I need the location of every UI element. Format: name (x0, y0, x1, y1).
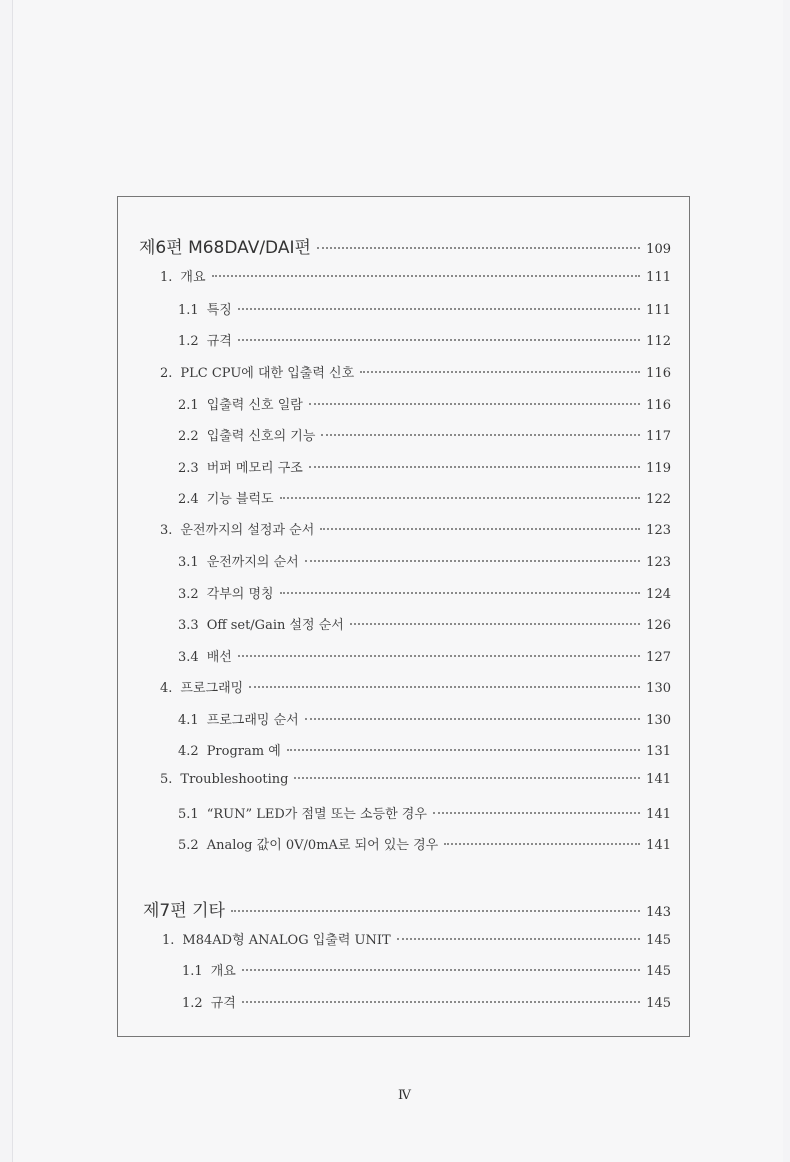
dot-leader (305, 718, 640, 720)
toc-page-number: 116 (646, 366, 671, 381)
dot-leader (280, 497, 641, 499)
toc-section-entry[interactable] (160, 266, 671, 285)
dot-leader (321, 434, 640, 436)
toc-entry-label: 제6편 M68DAV/DAI편 (139, 238, 311, 258)
toc-page-number: 119 (646, 461, 671, 476)
toc-part-entry[interactable] (139, 233, 671, 258)
toc-page-number: 141 (646, 838, 671, 853)
toc-page-number: 141 (646, 807, 671, 822)
toc-subsection-entry[interactable] (178, 583, 671, 602)
dot-leader (317, 247, 640, 249)
toc-page-number: 145 (646, 964, 671, 979)
dot-leader (309, 466, 640, 468)
toc-page-number: 127 (646, 650, 671, 665)
toc-page-number: 130 (646, 713, 671, 728)
toc-page-number: 145 (646, 996, 671, 1011)
toc-entry-label: 규격 (206, 334, 232, 349)
dot-leader (249, 686, 640, 688)
toc-entry-number: 1.2 (182, 996, 203, 1011)
toc-entry-label: 배선 (206, 650, 232, 665)
toc-page-number: 116 (646, 398, 671, 413)
toc-page-number: 109 (646, 242, 671, 257)
toc-entry-label: 운전까지의 설정과 순서 (180, 523, 315, 538)
toc-entry-label: 운전까지의 순서 (206, 555, 299, 570)
toc-section-entry[interactable] (160, 772, 671, 787)
toc-section-entry[interactable] (162, 929, 671, 948)
dot-leader (212, 275, 641, 277)
toc-page-number: 124 (646, 587, 671, 602)
toc-entry-label: 기능 블럭도 (206, 492, 274, 507)
dot-leader (320, 528, 640, 530)
dot-leader (280, 592, 641, 594)
toc-subsection-entry[interactable] (178, 457, 671, 476)
toc-entry-label: 제7편 기타 (143, 901, 225, 921)
toc-entry-number: 5.1 (178, 807, 199, 822)
toc-subsection-entry[interactable] (178, 551, 671, 570)
toc-entry-label: 입출력 신호의 기능 (206, 429, 316, 444)
toc-page-number: 111 (646, 270, 671, 285)
dot-leader (444, 843, 640, 845)
toc-entry-number: 2.3 (178, 461, 199, 476)
toc-entry-number: 4.2 (178, 744, 199, 759)
toc-page-number: 143 (646, 905, 671, 920)
dot-leader (305, 560, 640, 562)
toc-subsection-entry[interactable] (182, 960, 671, 979)
dot-leader (238, 308, 640, 310)
dot-leader (433, 812, 640, 814)
toc-section-entry[interactable] (160, 519, 671, 538)
toc-entry-number: 2. (160, 366, 173, 381)
toc-subsection-entry[interactable] (178, 394, 671, 413)
toc-entry-label: 버퍼 메모리 구조 (206, 461, 303, 476)
dot-leader (238, 655, 640, 657)
toc-entry-label: 프로그래밍 (180, 681, 244, 696)
toc-entry-label: 개요 (210, 964, 236, 979)
toc-subsection-entry[interactable] (178, 740, 671, 759)
toc-entry-number: 3.2 (178, 587, 199, 602)
toc-entry-number: 3.1 (178, 555, 199, 570)
toc-section-entry[interactable] (160, 677, 671, 696)
toc-entry-number: 3.3 (178, 618, 199, 633)
toc-page-number: 122 (646, 492, 671, 507)
toc-entry-number: 1. (160, 270, 173, 285)
toc-subsection-entry[interactable] (178, 330, 671, 349)
toc-page-number: 130 (646, 681, 671, 696)
toc-entry-label: Analog 값이 0V/0mA로 되어 있는 경우 (206, 838, 439, 853)
toc-entry-number: 1.1 (182, 964, 203, 979)
toc-entry-label: Troubleshooting (180, 772, 289, 787)
dot-leader (294, 777, 640, 779)
dot-leader (360, 371, 640, 373)
dot-leader (397, 938, 641, 940)
toc-page-number: 145 (646, 933, 671, 948)
dot-leader (231, 910, 640, 912)
toc-page-number: 126 (646, 618, 671, 633)
toc-subsection-entry[interactable] (178, 299, 671, 318)
toc-entry-number: 4. (160, 681, 173, 696)
toc-subsection-entry[interactable] (178, 834, 671, 853)
toc-entry-number: 1.1 (178, 303, 199, 318)
toc-entry-number: 5.2 (178, 838, 199, 853)
toc-page-number: 117 (646, 429, 671, 444)
toc-entry-number: 1. (162, 933, 175, 948)
toc-entry-number: 1.2 (178, 334, 199, 349)
toc-entry-number: 2.4 (178, 492, 199, 507)
toc-page-number: 131 (646, 744, 671, 759)
toc-page-number: 123 (646, 523, 671, 538)
toc-entry-label: 개요 (180, 270, 206, 285)
dot-leader (350, 623, 640, 625)
toc-entry-number: 3.4 (178, 650, 199, 665)
toc-entry-label: 규격 (210, 996, 236, 1011)
toc-entry-number: 2.1 (178, 398, 199, 413)
toc-entry-label: Program 예 (206, 744, 281, 759)
dot-leader (242, 1001, 640, 1003)
toc-entry-label: 특징 (206, 303, 232, 318)
page-footer-number: Ⅳ (398, 1088, 411, 1103)
toc-entry-number: 3. (160, 523, 173, 538)
toc-subsection-entry[interactable] (178, 646, 671, 665)
toc-subsection-entry[interactable] (178, 488, 671, 507)
dot-leader (287, 749, 640, 751)
dot-leader (238, 339, 640, 341)
toc-page-number: 123 (646, 555, 671, 570)
toc-entry-number: 5. (160, 772, 173, 787)
toc-entry-label: 입출력 신호 일람 (206, 398, 303, 413)
toc-page-number: 111 (646, 303, 671, 318)
toc-entry-label: 프로그래밍 순서 (206, 713, 299, 728)
dot-leader (242, 969, 640, 971)
dot-leader (309, 403, 640, 405)
toc-section-entry[interactable] (160, 362, 671, 381)
toc-entry-label: 각부의 명칭 (206, 587, 274, 602)
toc-subsection-entry[interactable] (182, 992, 671, 1011)
toc-entry-number: 4.1 (178, 713, 199, 728)
toc-entry-label: “RUN” LED가 점멸 또는 소등한 경우 (206, 807, 427, 822)
toc-subsection-entry[interactable] (178, 803, 671, 822)
toc-page-number: 141 (646, 772, 671, 787)
toc-entry-label: PLC CPU에 대한 입출력 신호 (180, 366, 355, 381)
toc-entry-number: 2.2 (178, 429, 199, 444)
toc-entry-label: M84AD형 ANALOG 입출력 UNIT (182, 933, 391, 948)
toc-page-number: 112 (646, 334, 671, 349)
toc-entry-label: Off set/Gain 설정 순서 (206, 618, 344, 633)
toc-part-entry[interactable] (143, 896, 671, 921)
toc-subsection-entry[interactable] (178, 614, 671, 633)
toc-subsection-entry[interactable] (178, 425, 671, 444)
toc-subsection-entry[interactable] (178, 709, 671, 728)
